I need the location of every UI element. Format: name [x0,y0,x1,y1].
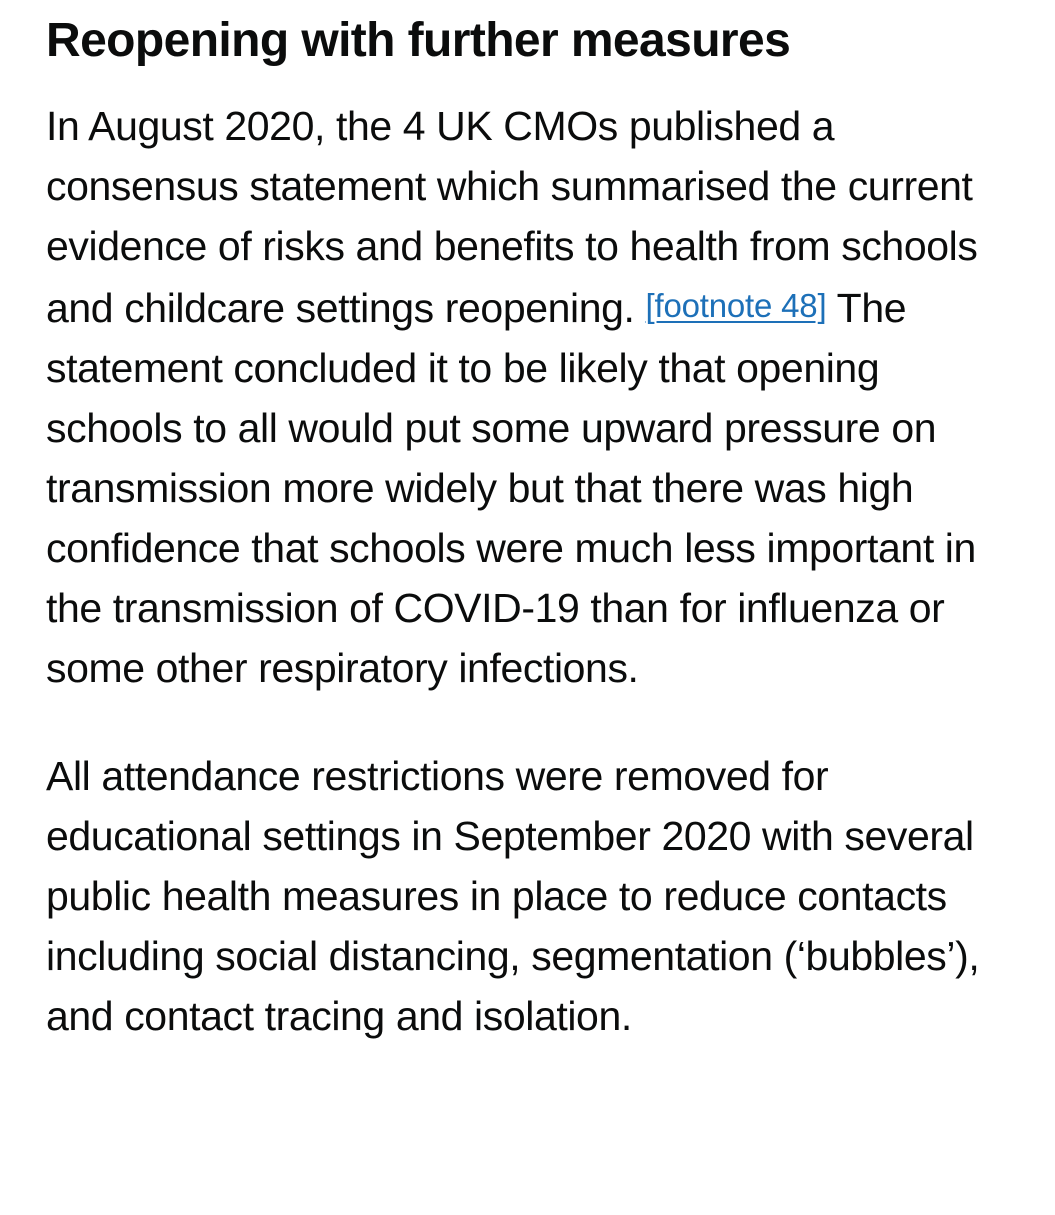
paragraph-cmo-statement [46,96,1016,698]
paragraph-text-after-footnote: The statement concluded it to be likely that opening schools to all would put some upward pressure on transmission more widely but that there was high confidence that schools were much less important in the transmission of COVID-19 than for influenza or some other respiratory infections. [46,285,976,691]
footnote-48-link[interactable]: [footnote 48] [645,287,827,324]
article-content [46,10,1016,1046]
paragraph-attendance-restrictions: All attendance restrictions were removed for educational settings in September 2020 with several public health measures in place to reduce contacts including social distancing, segmentation (‘bubbles’), and contact tracing and isolation. [46,753,980,1039]
paragraph-text-before-footnote: In August 2020, the 4 UK CMOs published a consensus statement which summarised the current evidence of risks and benefits to health from schools and childcare settings reopening. [46,103,978,331]
section-heading: Reopening with further measures [46,14,791,67]
